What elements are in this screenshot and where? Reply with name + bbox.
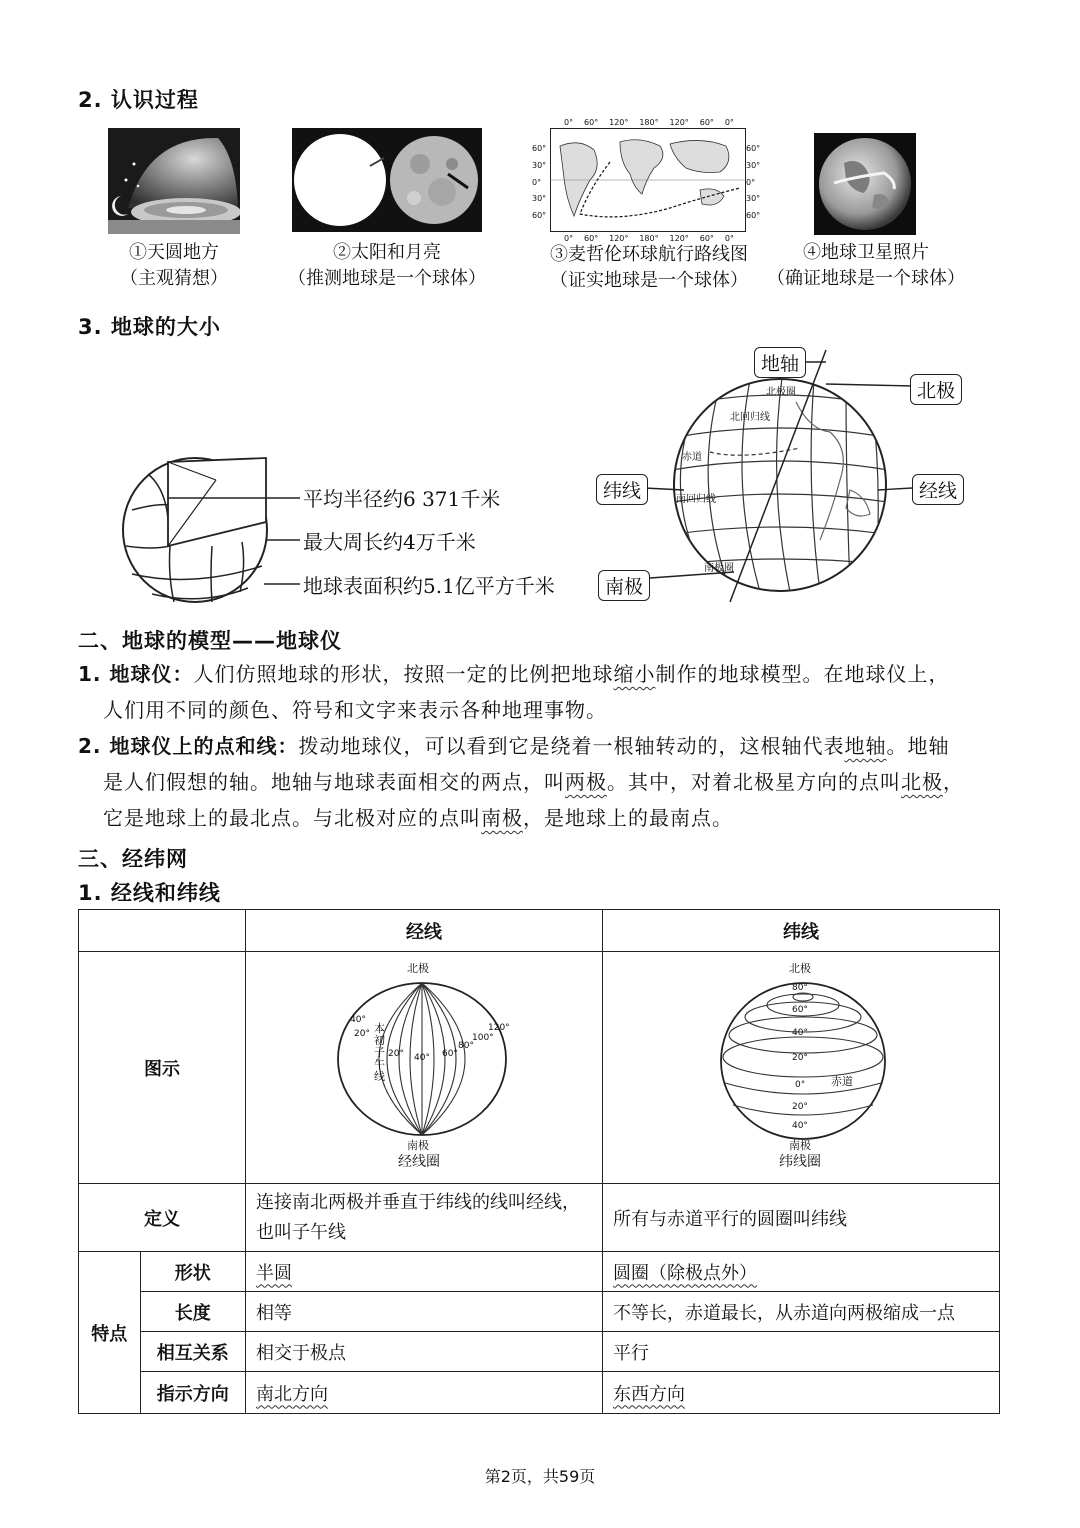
globe-label-tropic-capricorn: 南回归线 <box>676 494 716 505</box>
shape-longitude-cell <box>246 1252 603 1292</box>
text-segment: ，是地球上的最南点。 <box>523 806 733 830</box>
map-top-ticks <box>564 118 734 127</box>
image1-caption <box>94 240 254 292</box>
points-lines-line1 <box>78 728 1008 764</box>
image2-caption <box>272 240 502 292</box>
map-tick: 60° <box>699 118 714 127</box>
keyword-south-pole: 南极 <box>481 806 523 830</box>
lon-tick: 100° <box>472 1032 494 1043</box>
direction-latitude-cell <box>602 1372 999 1414</box>
map-tick: 60° <box>532 211 547 220</box>
col-header-longitude: 经线 <box>246 910 603 952</box>
table-row-relation <box>79 1332 1000 1372</box>
direction-latitude-value: 东西方向 <box>612 1383 685 1405</box>
lat-equator-label: 赤道 <box>830 1074 853 1088</box>
definition-longitude-line2: 也叫子午线 <box>256 1221 346 1243</box>
table-row-length <box>79 1292 1000 1332</box>
lat-tick: 40° <box>791 1027 808 1038</box>
image1-title: ①天圆地方 <box>129 242 219 263</box>
part3-subheading: 1. 经线和纬线 <box>78 881 221 905</box>
length-longitude-value: 相等 <box>246 1292 603 1332</box>
map-left-ticks <box>532 144 546 220</box>
relation-latitude-value: 平行 <box>602 1332 999 1372</box>
globe-label-south-pole: 南极 <box>598 570 650 601</box>
fact-surface-area: 地球表面积约5.1亿平方千米 <box>303 574 555 598</box>
globe-label-axis: 地轴 <box>754 347 806 378</box>
text-segment: 。地轴 <box>886 734 950 758</box>
map-tick: 180° <box>639 118 659 127</box>
row-header-features: 特点 <box>79 1252 141 1414</box>
col-header-latitude: 纬线 <box>602 910 999 952</box>
latitude-longitude-table <box>78 909 1000 1414</box>
map-tick: 0° <box>564 118 574 127</box>
term-globe: 1. 地球仪： <box>78 662 194 686</box>
latitude-diagram <box>603 953 998 1183</box>
lat-diagram-caption: 纬线圈 <box>778 1153 821 1170</box>
direction-longitude-value: 南北方向 <box>256 1383 328 1405</box>
map-tick: 60° <box>699 234 714 243</box>
satellite-earth-photo <box>814 133 916 235</box>
feature-shape-label: 形状 <box>140 1252 245 1292</box>
map-right-ticks <box>746 144 760 220</box>
keyword-north-pole: 北极 <box>901 770 943 794</box>
length-latitude-value: 不等长，赤道最长，从赤道向两极缩成一点 <box>602 1292 999 1332</box>
text-segment: 人们仿照地球的形状，按照一定的比例把地球 <box>193 662 614 686</box>
section-heading-recognition: 2. 认识过程 <box>78 88 199 112</box>
text-segment: 制作的地球模型。在地球仪上， <box>655 662 950 686</box>
image1-note: （主观猜想） <box>120 268 228 289</box>
definition-latitude-cell: 所有与赤道平行的圆圈叫纬线 <box>602 1184 999 1252</box>
points-lines-line2 <box>78 764 1008 800</box>
globe-label-antarctic-circle: 南极圈 <box>704 563 734 574</box>
text-segment: 是人们假想的轴。地轴与地球表面相交的两点，叫 <box>103 770 565 794</box>
image4-note: （确证地球是一个球体） <box>767 268 965 289</box>
globe-definition-line1 <box>78 656 1008 692</box>
map-tick: 0° <box>746 177 756 187</box>
shape-latitude-cell <box>602 1252 999 1292</box>
lon-tick: 40° <box>414 1052 430 1063</box>
globe-definition-line2: 人们用不同的颜色、符号和文字来表示各种地理事物。 <box>103 698 607 722</box>
map-tick: 60° <box>584 118 599 127</box>
globe-label-equator: 赤道 <box>682 452 702 463</box>
longitude-diagram <box>246 953 601 1183</box>
lat-tick: 20° <box>791 1052 808 1063</box>
fact-radius: 平均半径约6 371千米 <box>303 487 501 511</box>
globe-label-latitude: 纬线 <box>596 474 648 505</box>
globe-label-arctic-circle: 北极圈 <box>766 387 796 398</box>
map-tick: 120° <box>669 234 689 243</box>
lon-diagram-caption: 经线圈 <box>398 1153 440 1170</box>
paragraph-globe-definition <box>78 656 1008 728</box>
prime-meridian-label: 本初子午线 <box>374 1021 385 1083</box>
latitude-diagram-cell <box>602 952 999 1184</box>
lon-tick: 120° <box>488 1022 510 1033</box>
lon-north-pole-label: 北极 <box>407 961 429 975</box>
map-tick: 60° <box>584 234 599 243</box>
table-header-row <box>79 910 1000 952</box>
globe-label-tropic-cancer: 北回归线 <box>730 412 770 423</box>
lat-south-pole-label: 南极 <box>788 1138 811 1152</box>
shape-latitude-value: 圆圈（除极点外） <box>612 1262 757 1284</box>
sky-dome-illustration <box>108 128 240 234</box>
image2-note: （推测地球是一个球体） <box>288 268 486 289</box>
map-tick: 0° <box>532 177 542 187</box>
table-corner-cell <box>79 910 246 952</box>
part2-heading: 二、地球的模型——地球仪 <box>78 629 342 653</box>
map-tick: 30° <box>532 194 547 204</box>
keyword-earth-axis: 地轴 <box>844 734 887 758</box>
table-row-direction <box>79 1372 1000 1414</box>
map-tick: 60° <box>746 211 761 220</box>
lat-north-pole-label: 北极 <box>788 961 811 975</box>
definition-longitude-line1: 连接南北两极并垂直于纬线的线叫经线， <box>256 1191 580 1213</box>
table-row-definition <box>79 1184 1000 1252</box>
map-tick: 30° <box>532 160 547 170</box>
row-header-diagram: 图示 <box>79 952 246 1184</box>
lon-tick: 20° <box>388 1048 404 1059</box>
map-tick: 60° <box>746 144 761 153</box>
paragraph-points-lines <box>78 728 1008 836</box>
magellan-route-map <box>530 120 760 244</box>
sun-moon-illustration <box>292 128 482 232</box>
globe-label-north-pole: 北极 <box>910 374 962 405</box>
keyword-shrink: 缩小 <box>613 662 656 686</box>
magellan-map-frame <box>550 128 746 232</box>
map-tick: 30° <box>746 160 761 170</box>
feature-direction-label: 指示方向 <box>140 1372 245 1414</box>
lat-tick: 40° <box>791 1120 808 1131</box>
map-tick: 0° <box>724 234 734 243</box>
keyword-two-poles: 两极 <box>565 770 607 794</box>
lat-tick: 60° <box>791 1004 808 1015</box>
fact-circumference: 最大周长约4万千米 <box>303 530 476 554</box>
image3-note: （证实地球是一个球体） <box>550 270 748 291</box>
map-tick: 0° <box>564 234 574 243</box>
globe-label-longitude: 经线 <box>912 474 964 505</box>
relation-longitude-value: 相交于极点 <box>246 1332 603 1372</box>
text-segment: 拨动地球仪，可以看到它是绕着一根轴转动的，这根轴代表 <box>298 734 845 758</box>
map-tick: 120° <box>669 118 689 127</box>
image4-title: ④地球卫星照片 <box>803 242 929 263</box>
map-tick: 180° <box>639 234 659 243</box>
map-tick: 30° <box>746 194 761 204</box>
lon-tick: 80° <box>458 1040 474 1051</box>
table-row-shape <box>79 1252 1000 1292</box>
lon-south-pole-label: 南极 <box>407 1138 429 1152</box>
text-segment: ， <box>943 770 964 794</box>
map-tick: 60° <box>532 144 547 153</box>
lat-tick: 0° <box>794 1079 806 1090</box>
direction-longitude-cell <box>246 1372 603 1414</box>
page-footer: 第2页，共59页 <box>484 1467 596 1486</box>
lat-tick: 80° <box>791 982 808 993</box>
section-heading-size: 3. 地球的大小 <box>78 315 221 339</box>
map-tick: 120° <box>609 118 629 127</box>
image2-title: ②太阳和月亮 <box>333 242 441 263</box>
map-tick: 120° <box>609 234 629 243</box>
lon-tick: 40° <box>350 1014 366 1025</box>
lat-tick: 20° <box>791 1101 808 1112</box>
row-header-definition: 定义 <box>79 1184 246 1252</box>
feature-length-label: 长度 <box>140 1292 245 1332</box>
cutaway-sphere-diagram <box>112 446 312 620</box>
feature-relation-label: 相互关系 <box>140 1332 245 1372</box>
map-tick: 0° <box>724 118 734 127</box>
image4-caption <box>760 240 972 292</box>
lon-tick: 20° <box>354 1028 370 1039</box>
table-row-diagram <box>79 952 1000 1184</box>
image3-title: ③麦哲伦环球航行路线图 <box>550 244 748 265</box>
lon-tick: 60° <box>442 1048 458 1059</box>
definition-longitude-cell <box>246 1184 603 1252</box>
text-segment: 。其中，对着北极星方向的点叫 <box>607 770 901 794</box>
points-lines-line3 <box>78 800 1008 836</box>
text-segment: 它是地球上的最北点。与北极对应的点叫 <box>103 806 481 830</box>
part3-heading: 三、经纬网 <box>78 847 188 871</box>
longitude-diagram-cell <box>246 952 603 1184</box>
shape-longitude-value: 半圆 <box>256 1262 292 1284</box>
image3-caption <box>520 242 778 294</box>
term-points-lines: 2. 地球仪上的点和线： <box>78 734 299 758</box>
